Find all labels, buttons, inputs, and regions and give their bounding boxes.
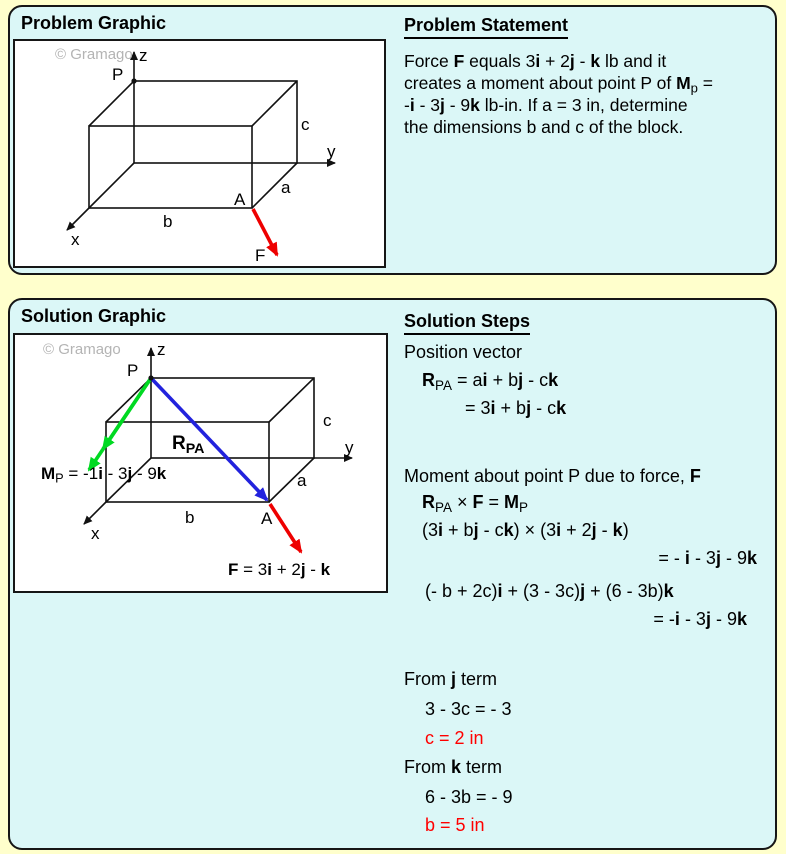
solution-step-line: c = 2 in: [425, 728, 484, 748]
problem-statement-title: Problem Statement: [404, 15, 568, 36]
dim-a-label: a: [297, 471, 307, 490]
solution-graphic-canvas: [13, 333, 388, 593]
point-p-dot: [148, 375, 153, 380]
x-axis: [67, 208, 89, 230]
point-p-label: P: [127, 361, 139, 380]
solution-steps-column: [404, 300, 770, 848]
dim-b-label: b: [163, 212, 173, 231]
statement-line: creates a moment about point P of $M_p$ =: [404, 73, 714, 96]
watermark-text: © Gramago: [55, 46, 133, 63]
dim-c-label: c: [301, 115, 310, 134]
problem-panel: [8, 5, 777, 275]
solution-block-diagram: [15, 335, 386, 591]
solution-step-line: Moment about point P due to force, F: [404, 466, 701, 486]
x-axis-label: x: [71, 230, 80, 249]
solution-step-line: (3i + bj - ck) × (3i + 2j - k): [422, 520, 629, 540]
y-axis-label: y: [345, 438, 354, 457]
solution-graphic-title: Solution Graphic: [21, 306, 167, 326]
point-a-label: A: [261, 509, 273, 528]
solution-step-line: 3 - 3c = - 3: [425, 699, 512, 719]
problem-graphic-canvas: [13, 39, 386, 268]
solution-step-line: Position vector: [404, 342, 523, 362]
z-axis-label: z: [139, 46, 148, 65]
dim-b-label: b: [185, 508, 195, 527]
solution-step-line: = - i - 3j - 9k: [658, 548, 757, 568]
z-axis-label: z: [157, 340, 166, 359]
solution-step-line: = -i - 3j - 9k: [653, 609, 747, 629]
y-axis-label: y: [327, 142, 336, 161]
point-a-label: A: [234, 190, 246, 209]
moment-vector-label: $M_P = -1i - 3j - 9k$: [41, 464, 167, 486]
solution-step-line: From k term: [404, 757, 503, 777]
watermark-text: © Gramago: [43, 341, 121, 358]
x-axis: [84, 502, 106, 524]
statement-line: the dimensions b and c of the block.: [404, 117, 684, 137]
force-f-arrow: [270, 504, 301, 552]
solution-step-line: $R_{PA} \times F = M_P$: [422, 492, 529, 515]
moment-vector-arrow: [89, 378, 151, 470]
solution-step-line: From j term: [404, 669, 498, 689]
block-edges: [89, 81, 297, 208]
dim-a-label: a: [281, 178, 291, 197]
solution-steps-title: Solution Steps: [404, 311, 530, 332]
force-f-label: F: [255, 246, 266, 265]
problem-graphic-title: Problem Graphic: [21, 13, 167, 33]
statement-line: Force F equals 3i + 2j - k lb and it: [404, 51, 667, 71]
point-p-dot: [131, 78, 136, 83]
solution-step-line: 6 - 3b = - 9: [425, 787, 513, 807]
force-vector-label: F = 3i + 2j - k: [228, 560, 331, 579]
solution-step-line: = 3i + bj - ck: [465, 398, 567, 418]
solution-step-line: $R_{PA}$ = ai + bj - ck: [422, 370, 559, 393]
position-vector-label: $R_{PA}$: [172, 433, 205, 457]
point-p-label: P: [112, 65, 124, 84]
position-vector-arrow: [151, 378, 267, 500]
x-axis-label: x: [91, 524, 100, 543]
dim-c-label: c: [323, 411, 332, 430]
solution-panel: [8, 298, 777, 850]
problem-statement-column: [404, 7, 770, 273]
solution-step-line: (- b + 2c)i + (3 - 3c)j + (6 - 3b)k: [425, 581, 674, 601]
solution-step-line: b = 5 in: [425, 815, 485, 835]
statement-line: -i - 3j - 9k lb-in. If a = 3 in, determine: [404, 95, 688, 115]
